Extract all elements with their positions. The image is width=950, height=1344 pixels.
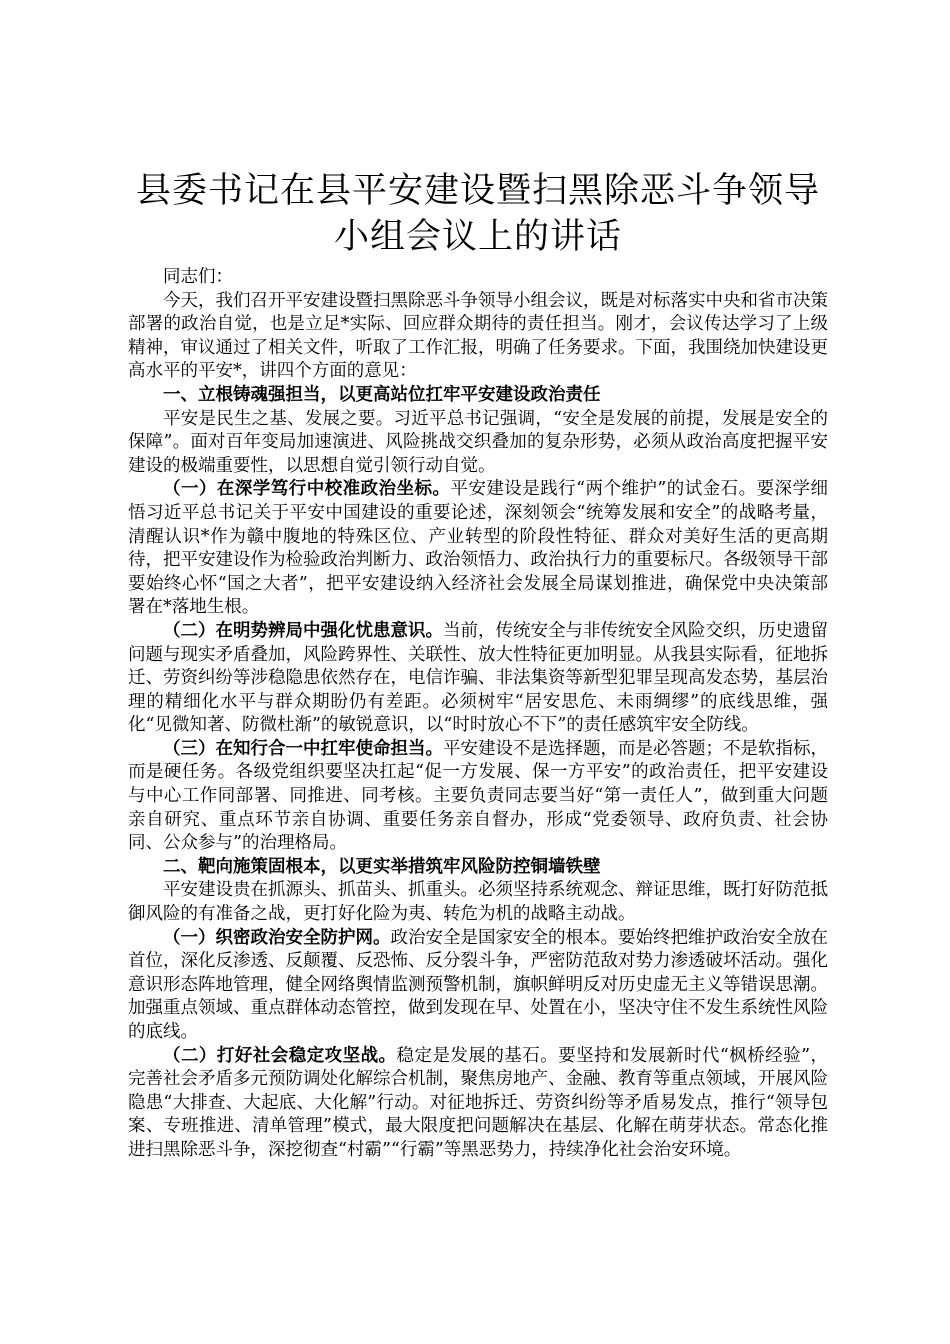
section-1-item-3-body: 平安建设不是选择题，而是必答题；不是软指标，而是硬任务。各级党组织要坚决扛起“促一方发展、保一方平安”的政治责任，把平安建设与中心工作同部署、同推进、同考核。主要负责同志要当好“第一责任人”，做到重大问题亲自研究、重点环节亲自协调、重要任务亲自督办，形成“党委领导、政府负责、社会协同、公众参与”的治理格局。 — [128, 738, 828, 854]
section-1-item-1-body: 平安建设是践行“两个维护”的试金石。要深学细悟习近平总书记关于平安中国建设的重要论述，深刻领会“统筹发展和安全”的战略考量，清醒认识*作为赣中腹地的特殊区位、产业转型的阶段性特征、群众对美好生活的更高期待，把平安建设作为检验政治判断力、政治领悟力、政治执行力的重要标尺。各级领导干部要始终心怀“国之大者”，把平安建设纳入经济社会发展全局谋划推进，确保党中央决策部署在*落地生根。 — [128, 479, 828, 618]
section-1-heading: 一、立根铸魂强担当，以更高站位扛牢平安建设政治责任 — [163, 384, 601, 405]
intro-paragraph: 今天，我们召开平安建设暨扫黑除恶斗争领导小组会议，既是对标落实中央和省市决策部署的政治自觉，也是立足*实际、回应群众期待的责任担当。刚才，会议传达学习了上级精神，审议通过了相关文件，听取了工作汇报，明确了任务要求。下面，我围绕加快建设更高水平的平安*，讲四个方面的意见： — [128, 290, 828, 382]
section-2-item-1-title: （一）织密政治安全防护网。 — [163, 927, 391, 948]
section-2-heading: 二、靶向施策固根本，以更实举措筑牢风险防控铜墙铁壁 — [163, 856, 601, 877]
section-1-lead-paragraph: 平安是民生之基、发展之要。习近平总书记强调，“安全是发展的前提，发展是安全的保障”。面对百年变局加速演进、风险挑战交织叠加的复杂形势，必须从政治高度把握平安建设的极端重要性，以思想自觉引领行动自觉。 — [128, 408, 828, 476]
section-1-item-2-paragraph — [128, 620, 828, 738]
section-2-item-1-body: 政治安全是国家安全的根本。要始终把维护政治安全放在首位，深化反渗透、反颠覆、反恐怖、反分裂斗争，严密防范敌对势力渗透破坏活动。强化意识形态阵地管理，健全网络舆情监测预警机制，旗帜鲜明反对历史虚无主义等错误思潮。加强重点领域、重点群体动态管控，做到发现在早、处置在小，坚决守住不发生系统性风险的底线。 — [128, 927, 828, 1042]
section-2-item-2-body: 稳定是发展的基石。要坚持和发展新时代“枫桥经验”，完善社会矛盾多元预防调处化解综合机制，聚焦房地产、金融、教育等重点领域，开展风险隐患“大排查、大起底、大化解”行动。对征地拆迁、劳资纠纷等矛盾易发点，推行“领导包案、专班推进、清单管理”模式，最大限度把问题解决在基层、化解在萌芽状态。常态化推进扫黑除恶斗争，深挖彻查“村霸”“行霸”等黑恶势力，持续净化社会治安环境。 — [128, 1045, 828, 1160]
section-1-item-2-title: （二）在明势辨局中强化忧患意识。 — [163, 620, 443, 641]
salutation: 同志们： — [163, 267, 233, 287]
document-title: 县委书记在县平安建设暨扫黑除恶斗争领导小组会议上的讲话 — [135, 171, 820, 257]
section-1-item-2-body: 当前，传统安全与非传统安全风险交织，历史遗留问题与现实矛盾叠加，风险跨界性、关联性、放大性特征更加明显。从我县实际看，征地拆迁、劳资纠纷等涉稳隐患依然存在，电信诈骗、非法集资等新型犯罪呈现高发态势，基层治理的精细化水平与群众期盼仍有差距。必须树牢“居安思危、未雨绸缪”的底线思维，强化“见微知著、防微杜渐”的敏锐意识，以“时时放心不下”的责任感筑牢安全防线。 — [128, 620, 828, 736]
section-1-item-1-paragraph — [128, 478, 828, 620]
section-1-item-1-title: （一）在深学笃行中校准政治坐标。 — [163, 479, 451, 500]
section-2-item-2-paragraph — [128, 1045, 828, 1163]
section-2-item-2-title: （二）打好社会稳定攻坚战。 — [163, 1045, 397, 1066]
section-1-item-3-paragraph — [128, 738, 828, 856]
section-2-lead-paragraph: 平安建设贵在抓源头、抓苗头、抓重头。必须坚持系统观念、辩证思维，既打好防范抵御风险的有准备之战，更打好化险为夷、转危为机的战略主动战。 — [128, 880, 828, 925]
document-page — [128, 168, 828, 1163]
section-2-item-1-paragraph — [128, 927, 828, 1045]
section-1-item-3-title: （三）在知行合一中扛牢使命担当。 — [163, 738, 443, 759]
